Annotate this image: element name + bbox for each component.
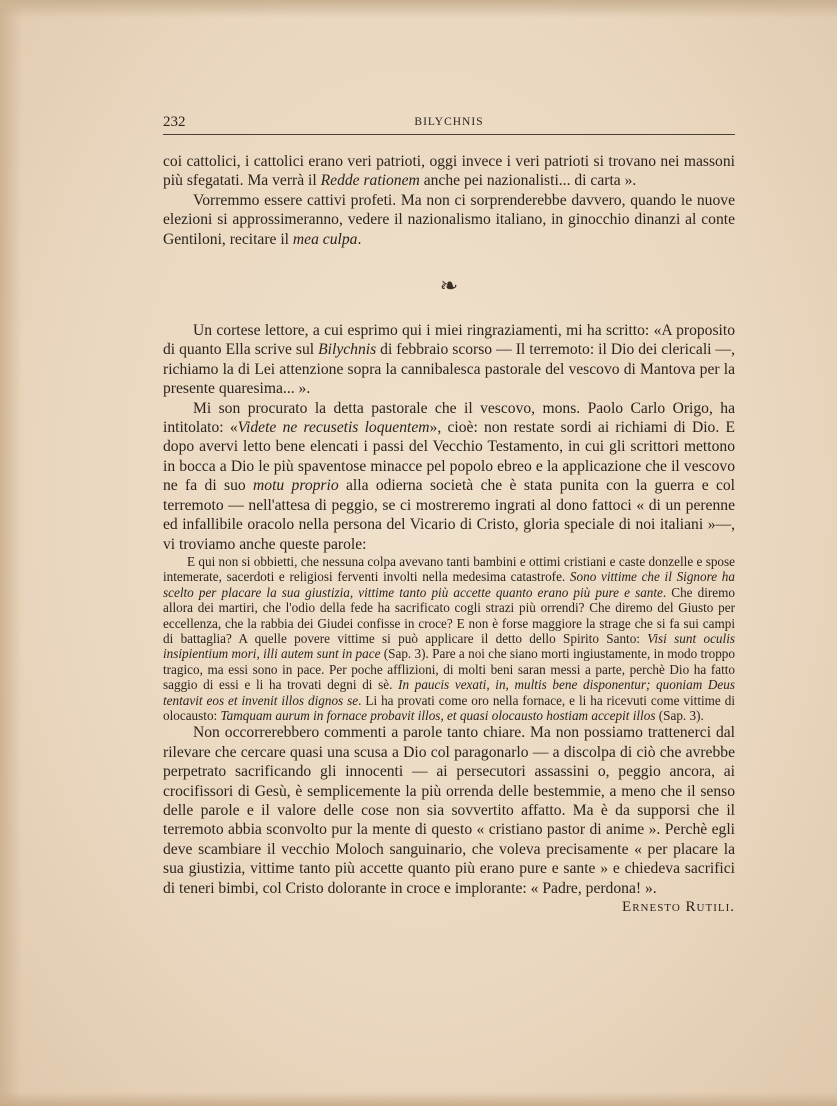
italic-text: Videte ne recusetis loquentem <box>237 419 430 437</box>
text-segment: Un cortese lettore, a cui esprimo qui i miei ringraziamenti, mi ha scritto: «A proposito di quanto Ella scrive sul <box>163 322 735 359</box>
text-segment: (Sap. 3). Pare a noi che siano morti ingiustamente, in modo troppo tragico, ma essi sono in pace. Per poche afflizioni, di molti beni saran messi a parte, perchè Dio ha fatto saggio di essi e li ha trovati degni di sè. <box>163 646 735 693</box>
text-segment: . Li ha provati come oro nella fornace, e li ha ricevuti come vittime di olocausto: <box>163 692 735 723</box>
paragraph-prophets <box>163 191 735 249</box>
italic-text: Tamquam aurum in fornace probavit illos, et quasi olocausto hostiam accepit illos <box>220 707 656 723</box>
italic-text: In paucis vexati, in, multis bene disponentur; quoniam Deus tentavit eos et invenit illos dignos se <box>163 677 735 708</box>
italic-text: Sono vittime che il Signore ha scelto per placare la sua giustizia, vittime tanto più accette quanto erano più pure e sante <box>163 569 735 600</box>
author-signature: Ernesto Rutili. <box>622 899 735 916</box>
italic-text: mea culpa <box>292 230 358 248</box>
text-segment: Vorremmo essere cattivi profeti. Ma non ci sorprenderebbe davvero, quando le nuove elezioni si approssimeranno, vedere il nazionalismo italiano, in ginocchio dinanzi al conte Gentiloni, recitare il <box>163 191 735 248</box>
article-body <box>163 152 735 917</box>
running-header <box>163 114 735 138</box>
paragraph-continuation <box>163 152 735 191</box>
text-segment: E qui non si obbietti, che nessuna colpa avevano tanti bambini e ottimi cristiani e caste donzelle e spose intemerate, sacerdoti e religiosi ferventi involti nella medesima catastrofe. <box>163 553 735 585</box>
italic-text: Visi sunt oculis insipientium mori, illi autem sunt in pace <box>163 630 735 662</box>
paragraph-commentary <box>163 723 735 898</box>
text-segment: (Sap. 3). <box>655 707 704 723</box>
italic-text: Redde rationem <box>320 172 420 190</box>
text-segment: Mi son procurato la detta pastorale che il vescovo, mons. Paolo Carlo Origo, ha intitolato: « <box>163 399 735 437</box>
page-number: 232 <box>163 114 186 130</box>
text-segment: Non occorrerebbero commenti a parole tanto chiare. Ma non possiamo trattenerci dal rilevare che cercare quasi una scusa a Dio col paragonarlo — a discolpa di ciò che avrebbe perpetrato sacrificando gli innocenti — ai persecutori assassini o, peggio ancora, ai crocifissori di Gesù, è semplicemente la più orrenda delle bestemmie, a meno che il senso delle parole e il valore delle cose non sia sovvertito affatto. Ma è da supporsi che il terremoto abbia sconvolto pur la mente di questo « cristiano pastor di anime ». Perchè egli deve scambiare il vecchio Moloch sanguinario, che voleva precisamente « per placare la sua giustizia, vittime tanto più accette quanto più erano pure e sante » e chiedeva sacrifici di teneri bimbi, col Cristo dolorante in croce e implorante: « Padre, perdona! ». <box>163 724 735 897</box>
page-top-edge <box>0 0 837 18</box>
text-segment: di febbraio scorso — Il terremoto: il Dio dei clericali —, richiamo la di Lei attenzione sopra la cannibalesca pastorale del vescovo di Mantova per la presente quaresima... ». <box>163 341 736 398</box>
paragraph-reader-letter <box>163 321 735 399</box>
text-segment: coi cattolici, i cattolici erano veri patrioti, oggi invece i veri patrioti si trovano nei massoni più sfegatati. Ma verrà il <box>163 153 735 190</box>
header-rule <box>163 134 735 135</box>
page-bottom-edge <box>0 1092 837 1106</box>
text-segment: alla odierna società che è stata punita con la guerra e col terremoto — nell'attesa di peggio, se ci mostreremo ingrati al dono fattoci « di un perenne ed infallibile oracolo nella persona del Vicario di Cristo, gloria speciale di noi italiani »—, vi troviamo anche queste parole: <box>163 477 736 553</box>
italic-text: motu proprio <box>253 477 339 495</box>
running-title: BILYCHNIS <box>414 116 484 128</box>
section-ornament-icon: ❧ <box>439 273 459 299</box>
paragraph-pastoral <box>163 399 735 554</box>
italic-text: Bilychnis <box>318 341 377 359</box>
quoted-pastoral-excerpt <box>163 554 735 723</box>
text-segment: anche pei nazionalisti... di carta ». <box>419 172 637 190</box>
text-segment: . <box>357 230 362 248</box>
text-segment: . Che diremo allora dei martiri, che l'odio della fede ha sacrificato cogli strazi più orrendi? Che diremo del Giusto per eccellenza, che la rabbia dei Giudei confisse in croce? E non è forse maggiore la strage che si fa sui campi di battaglia? A quelle povere vittime si può applicare il detto dello Spirito Santo: <box>163 584 735 646</box>
page-left-edge <box>0 0 22 1106</box>
text-segment: », cioè: non restate sordi ai richiami di Dio. E dopo avervi letto bene elencati i passi del Vecchio Testamento, in cui gli scrittori mettono in bocca a Dio le più spaventose minacce pel popolo ebreo e la applicazione che il vescovo ne fa di suo <box>163 419 735 495</box>
